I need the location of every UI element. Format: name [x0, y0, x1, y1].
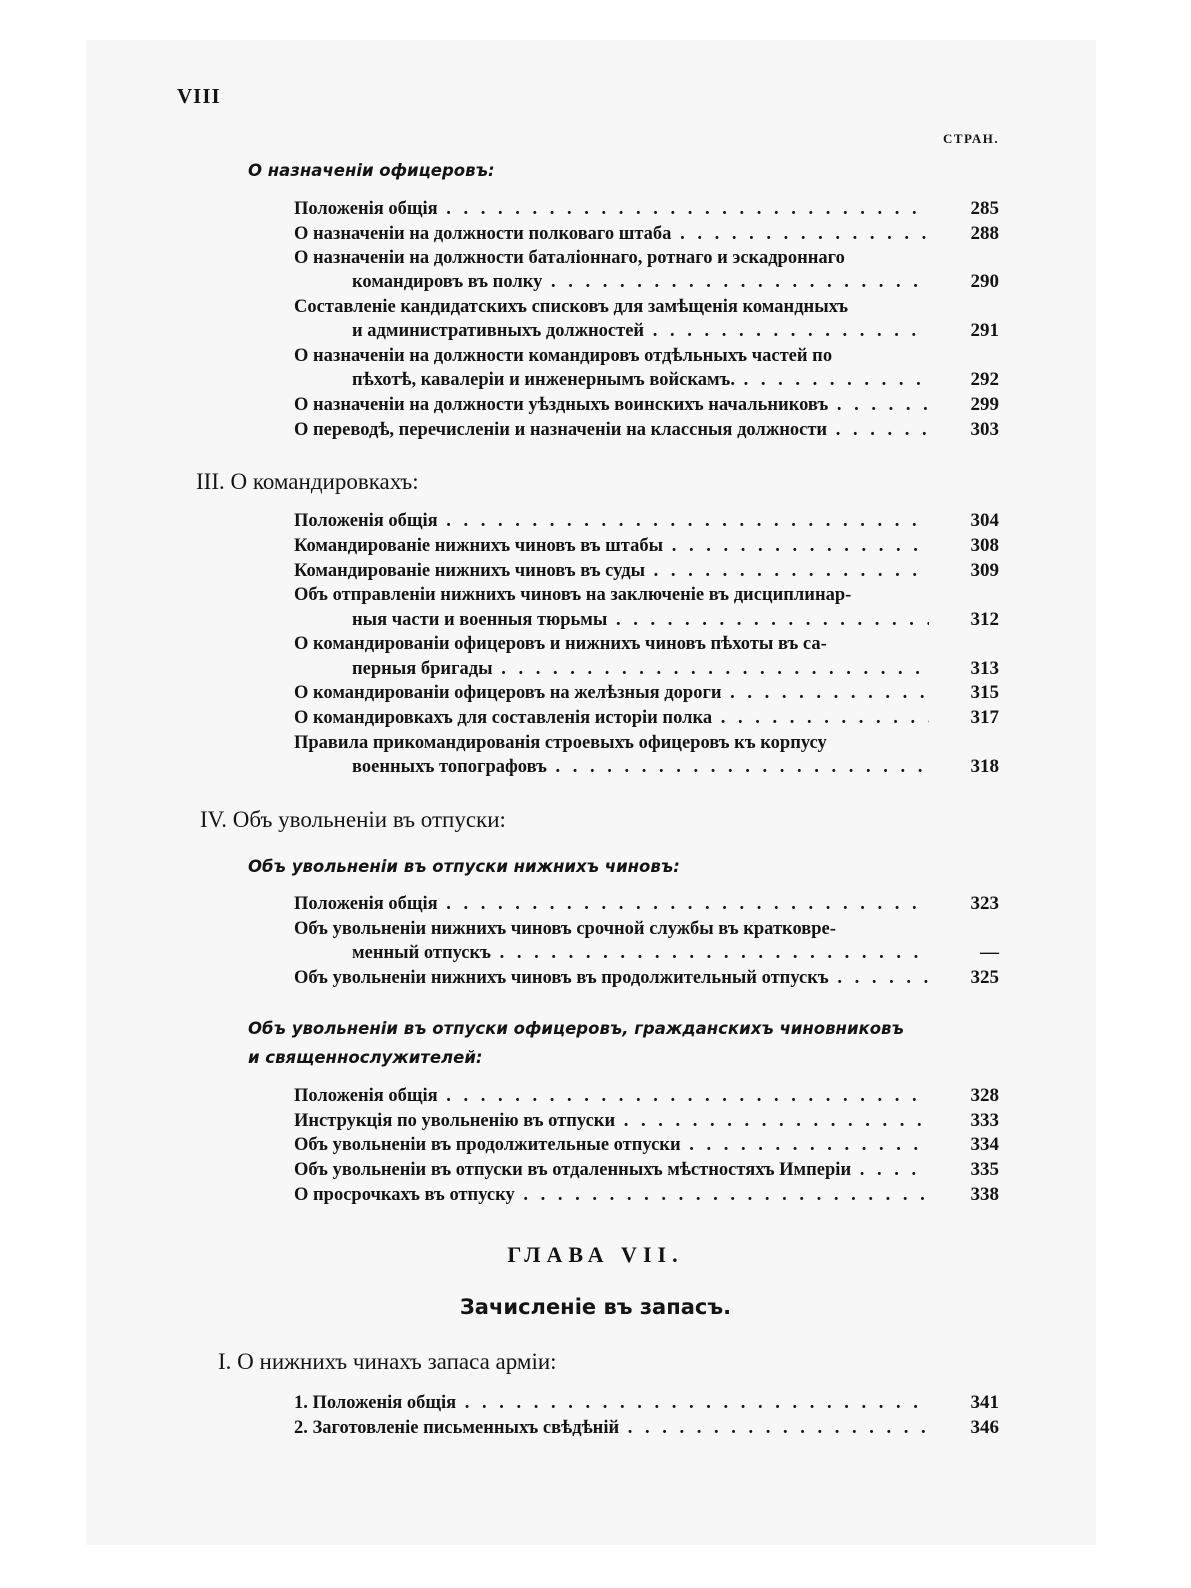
- toc-entry-title: О переводѣ, перечисленіи и назначеніи на классныя должности . . .: [294, 418, 929, 443]
- toc-entry: [294, 966, 999, 991]
- section-heading-4: IV. Объ увольненіи въ отпуски:: [200, 807, 506, 832]
- toc-entry-page: 313: [970, 658, 999, 679]
- toc-entry: [294, 892, 999, 917]
- toc-entry: [294, 393, 999, 418]
- toc-entry-title-cont: перныя бригады . . .: [352, 657, 929, 682]
- toc-entry-page: 335: [970, 1159, 999, 1180]
- toc-entry: [294, 755, 999, 780]
- toc-entry: [294, 509, 999, 534]
- toc-entry: [294, 1133, 999, 1158]
- toc-entry-title: Объ отправленіи нижнихъ чиновъ на заключеніе въ дисциплинар-: [294, 585, 852, 605]
- page-number: VIII: [177, 84, 221, 108]
- toc-entry-title: О назначеніи на должности баталіоннаго, ротнаго и эскадроннаго: [294, 248, 845, 268]
- toc-entry-page: 312: [970, 609, 999, 630]
- toc-entry: [294, 197, 999, 222]
- subheading-lower-ranks-leave: Объ увольненіи въ отпуски нижнихъ чиновъ:: [248, 857, 680, 876]
- toc-entry-page: 318: [970, 756, 999, 777]
- toc-entry-title: Объ увольненіи нижнихъ чиновъ въ продолжительный отпускъ . . .: [294, 966, 929, 991]
- toc-entry-page: 290: [970, 271, 999, 292]
- toc-entry-line: [294, 917, 999, 942]
- toc-entry-page: 346: [970, 1417, 999, 1438]
- toc-entry: [294, 270, 999, 295]
- toc-entry-page: 341: [970, 1392, 999, 1413]
- section-heading-3: III. О командировкахъ:: [196, 469, 419, 494]
- toc-entry-title: Объ увольненіи нижнихъ чиновъ срочной службы въ кратковре-: [294, 919, 836, 939]
- toc-entry-title: О командировкахъ для составленія исторіи полка . . .: [294, 706, 929, 731]
- toc-entry-page: 333: [970, 1110, 999, 1131]
- toc-entry-page: —: [980, 942, 999, 963]
- toc-entry-page: 303: [970, 419, 999, 440]
- chapter-heading: ГЛАВА VII.: [507, 1242, 684, 1267]
- toc-entry: [294, 368, 999, 393]
- toc-entry-line: [294, 632, 999, 657]
- toc-entry-title-cont: менный отпускъ . . .: [352, 941, 929, 966]
- toc-entry-title-cont: и административныхъ должностей . . .: [352, 319, 929, 344]
- toc-entry-title: Объ увольненіи въ продолжительные отпуски . . .: [294, 1133, 929, 1158]
- toc-entry-title: Положенія общія . . .: [294, 892, 929, 917]
- toc-entry-page: 292: [970, 369, 999, 390]
- toc-entry: [294, 319, 999, 344]
- toc-entry-title-cont: командировъ въ полку . . .: [352, 270, 929, 295]
- toc-entry-title: О просрочкахъ въ отпуску . . .: [294, 1183, 929, 1208]
- subheading-officers-leave: Объ увольненіи въ отпуски офицеровъ, гражданскихъ чиновниковъ: [248, 1019, 904, 1038]
- toc-entry-title: Положенія общія . . .: [294, 197, 929, 222]
- toc-entry-page: 308: [970, 535, 999, 556]
- toc-entry-page: 315: [970, 682, 999, 703]
- toc-entry-page: 325: [970, 967, 999, 988]
- toc-entry-page: 309: [970, 560, 999, 581]
- subheading-officers-leave-cont: и священнослужителей:: [248, 1048, 483, 1067]
- toc-entry-title: Командированіе нижнихъ чиновъ въ штабы . . .: [294, 534, 929, 559]
- toc-entry-title-cont: ныя части и военныя тюрьмы . . .: [352, 608, 929, 633]
- toc-entry-title: Объ увольненіи въ отпуски въ отдаленныхъ мѣстностяхъ Имперіи . . .: [294, 1158, 929, 1183]
- toc-entry-title: О назначеніи на должности командировъ отдѣльныхъ частей по: [294, 346, 833, 366]
- toc-entry: [294, 608, 999, 633]
- subheading-officers: О назначеніи офицеровъ:: [248, 161, 495, 180]
- toc-entry-line: [294, 731, 999, 756]
- toc-entry-title: Составленіе кандидатскихъ списковъ для замѣщенія командныхъ: [294, 297, 848, 317]
- toc-entry: [294, 1391, 999, 1416]
- toc-entry-page: 285: [970, 198, 999, 219]
- toc-entry: [294, 1416, 999, 1441]
- toc-entry-title-cont: военныхъ топографовъ . . .: [352, 755, 929, 780]
- toc-entry-page: 317: [970, 707, 999, 728]
- toc-entry-page: 288: [970, 223, 999, 244]
- toc-entry-page: 323: [970, 893, 999, 914]
- toc-entry-page: 328: [970, 1085, 999, 1106]
- toc-entry-title-cont: пѣхотѣ, кавалеріи и инженернымъ войскамъ. . . .: [352, 368, 929, 393]
- toc-entry-title: О командированіи офицеровъ и нижнихъ чиновъ пѣхоты въ са-: [294, 634, 827, 654]
- toc-entry: [294, 941, 999, 966]
- toc-entry-page: 334: [970, 1134, 999, 1155]
- toc-entry-line: [294, 246, 999, 271]
- toc-entry: [294, 1084, 999, 1109]
- toc-entry: [294, 418, 999, 443]
- toc-entry: [294, 1109, 999, 1134]
- toc-entry-title: О командированіи офицеровъ на желѣзныя дороги . . .: [294, 681, 929, 706]
- toc-entry-page: 304: [970, 510, 999, 531]
- page-column-header: СТРАН.: [943, 131, 1000, 146]
- toc-entry-title: 1. Положенія общія . . .: [294, 1391, 929, 1416]
- toc-entry: [294, 222, 999, 247]
- toc-entry: [294, 1183, 999, 1208]
- toc-entry: [294, 657, 999, 682]
- toc-entry-line: [294, 295, 999, 320]
- toc-entry-title: 2. Заготовленіе письменныхъ свѣдѣній . . .: [294, 1416, 929, 1441]
- toc-entry-line: [294, 583, 999, 608]
- toc-entry: [294, 681, 999, 706]
- toc-entry: [294, 706, 999, 731]
- toc-entry-title: Положенія общія . . .: [294, 1084, 929, 1109]
- toc-entry-title: Инструкція по увольненію въ отпуски . . .: [294, 1109, 929, 1134]
- toc-entry-page: 338: [970, 1184, 999, 1205]
- section-heading-1: I. О нижнихъ чинахъ запаса арміи:: [218, 1349, 557, 1374]
- toc-entry-title: Командированіе нижнихъ чиновъ въ суды . . .: [294, 559, 929, 584]
- toc-entry-page: 299: [970, 394, 999, 415]
- toc-entry-page: 291: [970, 320, 999, 341]
- toc-entry: [294, 559, 999, 584]
- toc-entry-title: О назначеніи на должности полковаго штаба . . .: [294, 222, 929, 247]
- toc-entry-title: Правила прикомандированія строевыхъ офицеровъ къ корпусу: [294, 733, 827, 753]
- toc-entry-title: Положенія общія . . .: [294, 509, 929, 534]
- toc-entry-title: О назначеніи на должности уѣздныхъ воинскихъ начальниковъ . . .: [294, 393, 929, 418]
- chapter-title: Зачисленіе въ запасъ.: [459, 1295, 732, 1319]
- toc-entry: [294, 1158, 999, 1183]
- toc-entry-line: [294, 344, 999, 369]
- toc-entry: [294, 534, 999, 559]
